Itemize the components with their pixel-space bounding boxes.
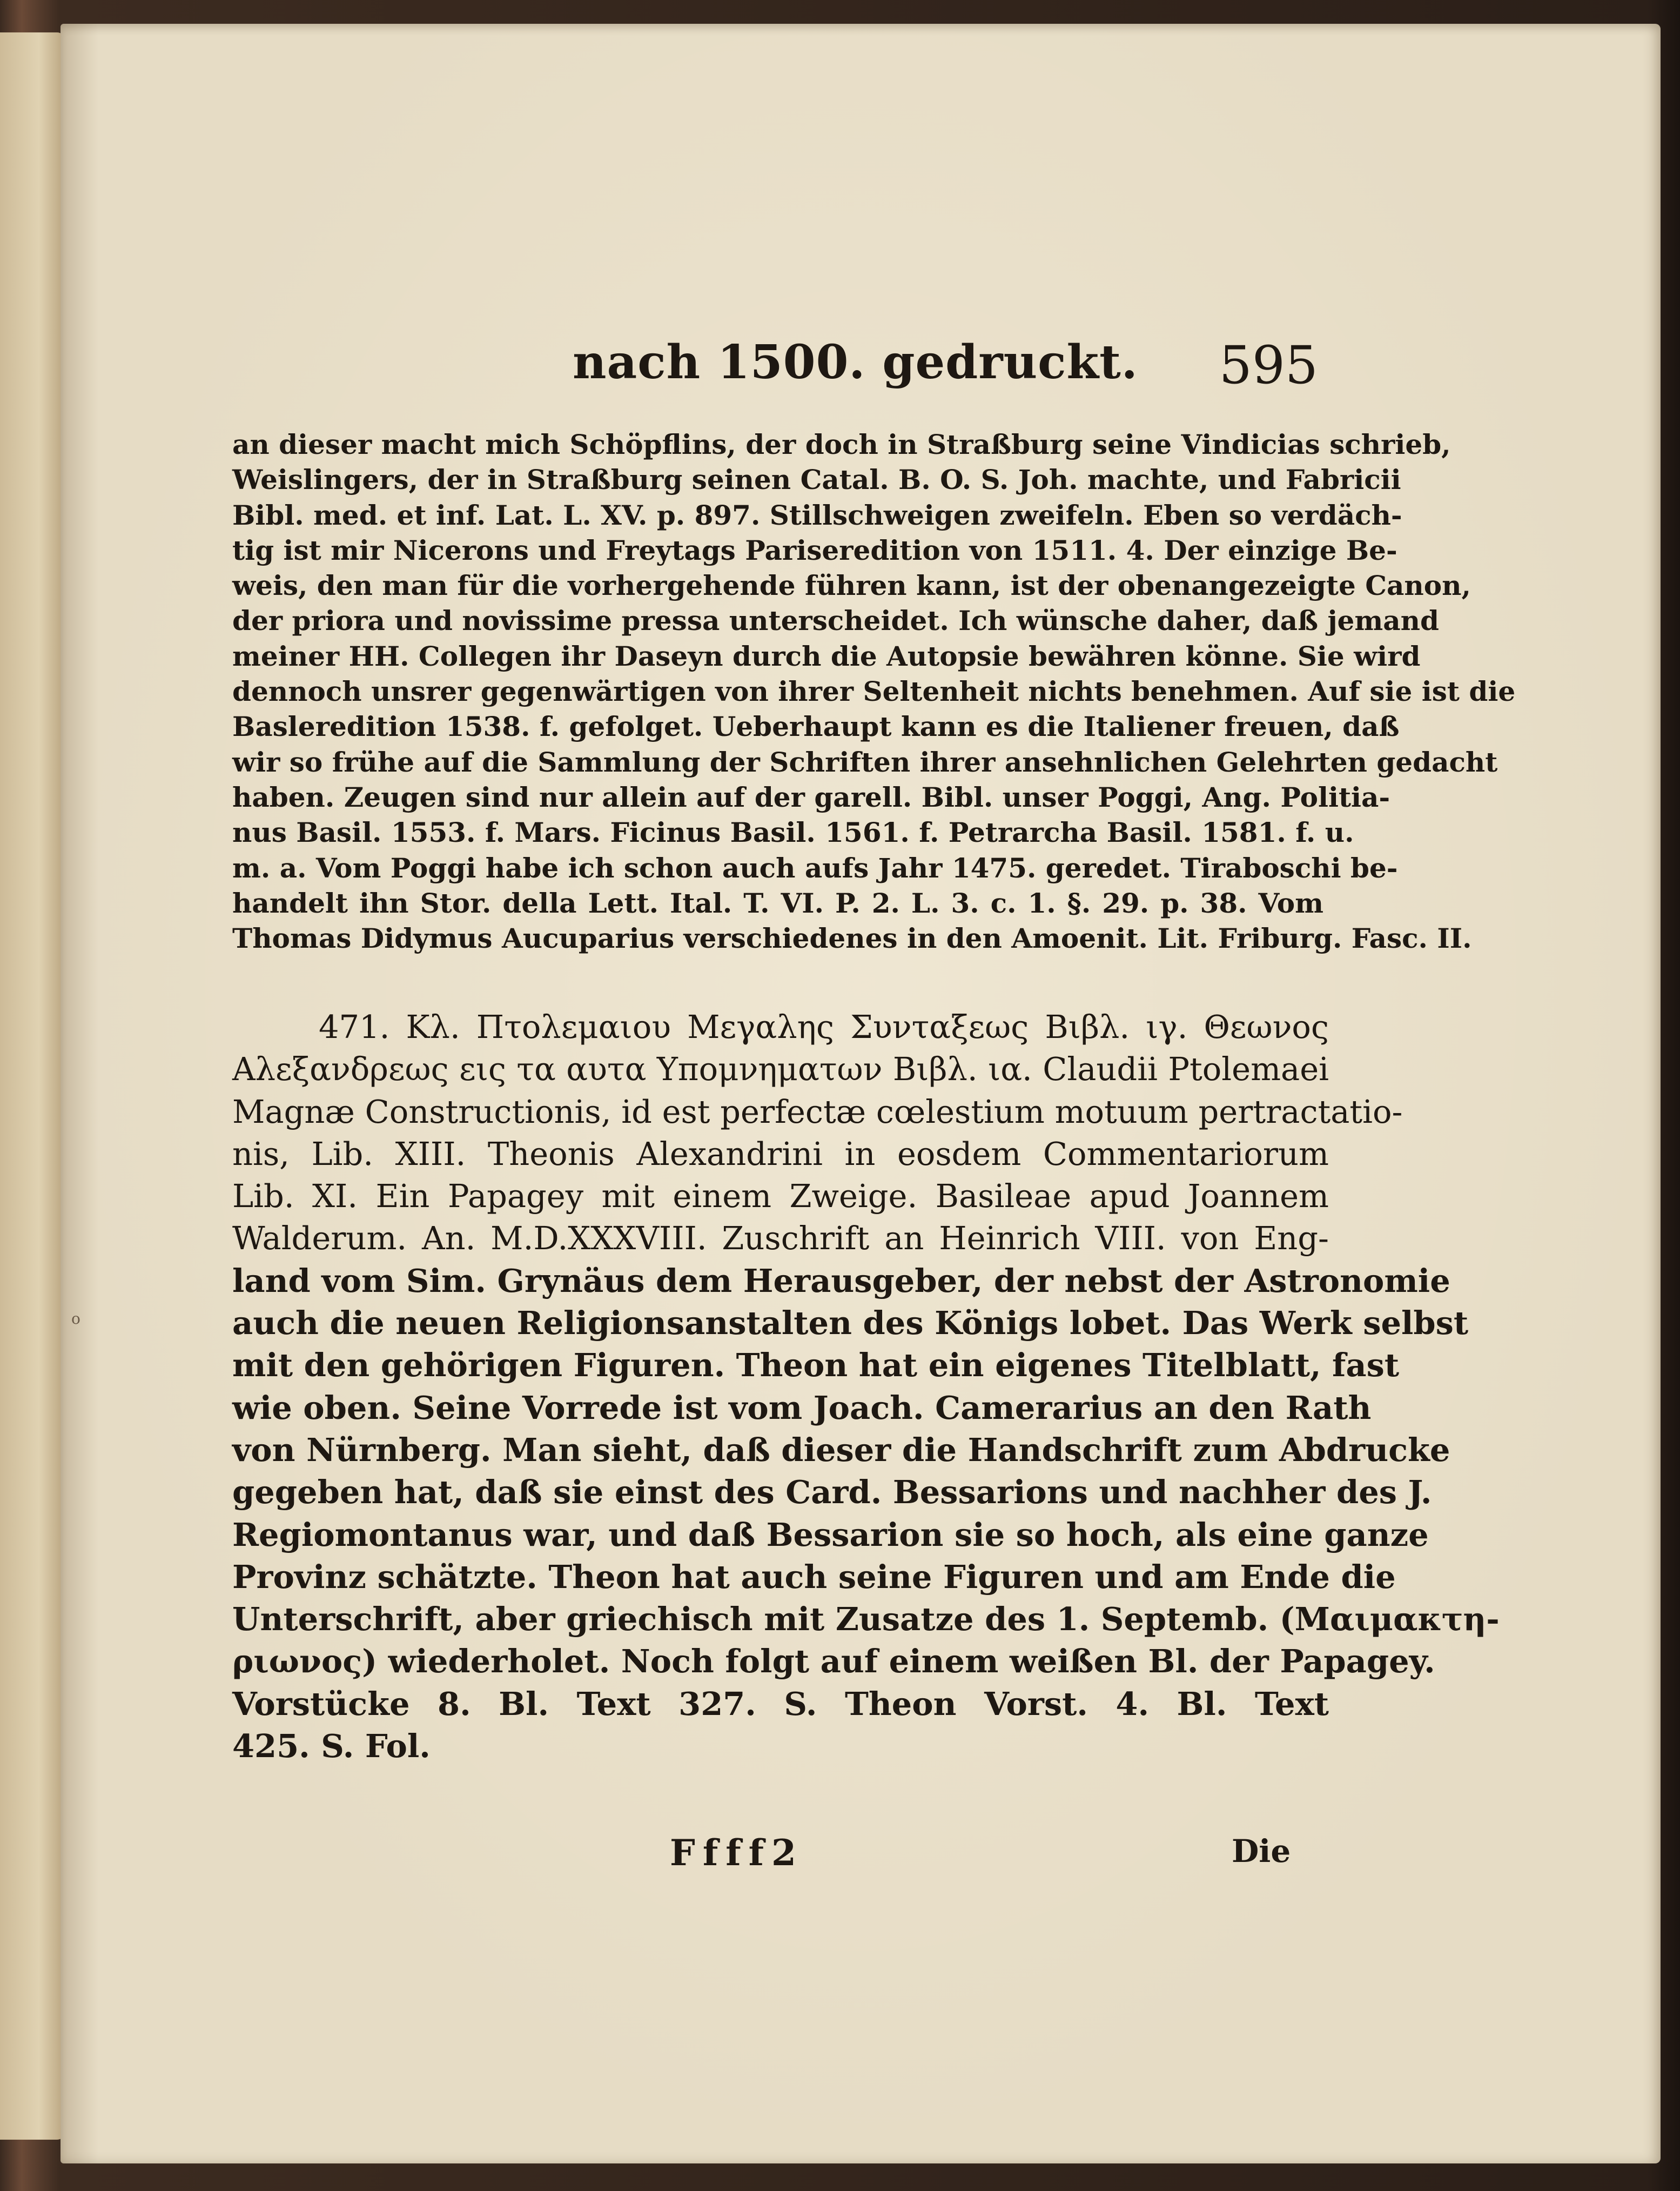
entry-line: gegeben hat, daß sie einst des Card. Bessarions und nachher des J.: [232, 1473, 1432, 1511]
entry-line: wie oben. Seine Vorrede ist vom Joach. Camerarius an den Rath: [232, 1389, 1372, 1426]
entry-line: Vorstücke 8. Bl. Text 327. S. Theon Vorst. 4. Bl. Text: [232, 1685, 1329, 1723]
page-header: [178, 335, 1318, 400]
entry-line: 425. S. Fol.: [232, 1727, 431, 1765]
footnote-line: m. a. Vom Poggi habe ich schon auch aufs Jahr 1475. geredet. Tiraboschi be-: [232, 852, 1398, 884]
entry-line: ριωνος) wiederholet. Noch folgt auf einem weißen Bl. der Papagey.: [232, 1643, 1435, 1680]
footnote-line: Weislingers, der in Straßburg seinen Catal. B. O. S. Joh. machte, und Fabricii: [232, 464, 1401, 496]
entry-line: Provinz schätzte. Theon hat auch seine Figuren und am Ende die: [232, 1558, 1396, 1596]
entry-line: Magnæ Constructionis, id est perfectæ cœlestium motuum pertractatio-: [232, 1093, 1403, 1130]
footnote-line: wir so frühe auf die Sammlung der Schriften ihrer ansehnlichen Gelehrten gedacht: [232, 746, 1498, 778]
running-title: nach 1500. gedruckt.: [573, 335, 1138, 390]
entry-line: Regiomontanus war, und daß Bessarion sie so hoch, als eine ganze: [232, 1516, 1429, 1553]
footnote-line: nus Basil. 1553. f. Mars. Ficinus Basil. 1561. f. Petrarcha Basil. 1581. f. u.: [232, 816, 1354, 849]
footnote-line: weis, den man für die vorhergehende führen kann, ist der obenangezeigte Canon,: [232, 569, 1471, 602]
footnote-block: [232, 427, 1516, 956]
entry-line: mit den gehörigen Figuren. Theon hat ein eigenes Titelblatt, fast: [232, 1346, 1400, 1384]
entry-line: auch die neuen Religionsanstalten des Königs lobet. Das Werk selbst: [232, 1304, 1469, 1342]
footnote-line: Thomas Didymus Aucuparius verschiedenes in den Amoenit. Lit. Friburg. Fasc. II.: [232, 922, 1472, 955]
entry-line: Walderum. An. M.D.XXXVIII. Zuschrift an Heinrich VIII. von Eng-: [232, 1220, 1329, 1257]
previous-page-edge: [0, 32, 65, 2140]
footnote-line: handelt ihn Stor. della Lett. Ital. T. VI. P. 2. L. 3. c. 1. §. 29. p. 38. Vom: [232, 887, 1323, 919]
entry-line: nis, Lib. XIII. Theonis Alexandrini in eosdem Commentariorum: [232, 1135, 1329, 1172]
entry-line: von Nürnberg. Man sieht, daß dieser die Handschrift zum Abdrucke: [232, 1431, 1450, 1469]
footnote-line: an dieser macht mich Schöpflins, der doch in Straßburg seine Vindicias schrieb,: [232, 428, 1451, 460]
footnote-line: Basleredition 1538. f. gefolget. Ueberhaupt kann es die Italiener freuen, daß: [232, 711, 1400, 743]
footnote-line: der priora und novissime pressa unterscheidet. Ich wünsche daher, daß jemand: [232, 605, 1439, 637]
catchword: Die: [1232, 1833, 1291, 1870]
footnote-line: Bibl. med. et inf. Lat. L. XV. p. 897. Stillschweigen zweifeln. Eben so verdäch-: [232, 499, 1402, 531]
entry-line: Lib. XI. Ein Papagey mit einem Zweige. Basileae apud Joannem: [232, 1177, 1329, 1215]
signature-mark: Ffff2: [670, 1832, 804, 1874]
footnote-line: dennoch unsrer gegenwärtigen von ihrer Seltenheit nichts benehmen. Auf sie ist die: [232, 675, 1516, 708]
entry-line: Αλεξανδρεως εις τα αυτα Υπομνηματων Βιβλ. ια. Claudii Ptolemaei: [232, 1050, 1329, 1088]
footnote-line: meiner HH. Collegen ihr Daseyn durch die Autopsie bewähren könne. Sie wird: [232, 640, 1421, 672]
footnote-line: haben. Zeugen sind nur allein auf der garell. Bibl. unser Poggi, Ang. Politia-: [232, 781, 1390, 813]
entry-471: [232, 1006, 1500, 1767]
entry-line: 471. Κλ. Πτολεμαιου Μεγαλης Συνταξεως Βιβλ. ιγ. Θεωνος: [319, 1008, 1329, 1046]
entry-line: land vom Sim. Grynäus dem Herausgeber, der nebst der Astronomie: [232, 1262, 1450, 1299]
page-number: 595: [1219, 335, 1318, 396]
footnote-line: tig ist mir Nicerons und Freytags Pariseredition von 1511. 4. Der einzige Be-: [232, 534, 1397, 566]
entry-line: Unterschrift, aber griechisch mit Zusatze des 1. Septemb. (Μαιμακτη-: [232, 1600, 1500, 1638]
margin-mark: o: [71, 1310, 80, 1328]
